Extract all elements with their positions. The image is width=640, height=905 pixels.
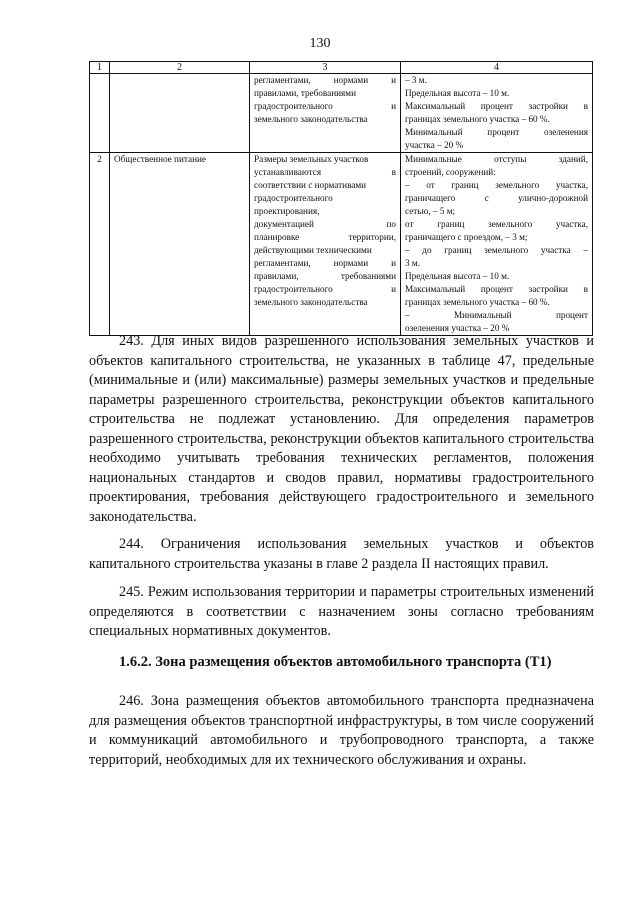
text-line: озеленения участка – 20 % [405, 323, 510, 333]
header-cell: 2 [110, 62, 250, 74]
section-heading: 1.6.2. Зона размещения объектов автомобильного транспорта (Т1) [119, 654, 552, 670]
text-line: строений, сооружений: [405, 167, 496, 177]
header-cell: 1 [90, 62, 110, 74]
text-line: Максимальный процент застройки в [405, 284, 588, 294]
page-number: 130 [309, 36, 331, 51]
text-line: Предельная высота – 10 м. [405, 271, 510, 281]
text-line: Минимальный процент озеленения [405, 127, 588, 137]
text-line: устанавливаются в [254, 167, 396, 177]
text-line: границах земельного участка – 60 %. [405, 114, 550, 124]
text-line: граничащего с улично-дорожной [405, 193, 588, 203]
text-line: – до границ земельного участка – [405, 245, 588, 255]
table-header-row [90, 62, 593, 74]
text-line: регламентами, нормами и [254, 75, 396, 85]
cell-num: 2 [90, 153, 110, 336]
table-row [90, 153, 593, 336]
regulations-table [89, 61, 593, 336]
text-line: планировке территории, [254, 232, 396, 242]
text-line: земельного законодательства [254, 114, 368, 124]
header-cell: 3 [250, 62, 401, 74]
text-line: Минимальные отступы зданий, [405, 154, 588, 164]
text-line: границах земельного участка – 60 %. [405, 297, 550, 307]
text-line: регламентами, нормами и [254, 258, 396, 268]
cell-parameters [401, 74, 593, 153]
text-line: градостроительного и [254, 284, 396, 294]
text-line: сетью, – 5 м; [405, 206, 456, 216]
text-line: Предельная высота – 10 м. [405, 88, 510, 98]
cell-name: Общественное питание [110, 153, 250, 336]
text-line: правилами, требованиями [254, 271, 396, 281]
text-line: земельного законодательства [254, 297, 368, 307]
text-line: градостроительного [254, 193, 333, 203]
text-line: – 3 м. [405, 75, 427, 85]
text-line: участка – 20 % [405, 140, 464, 150]
text-line: Размеры земельных участков [254, 154, 369, 164]
text-line: граничащего с проездом, – 3 м; [405, 232, 528, 242]
text-line: Максимальный процент застройки в [405, 101, 588, 111]
cell-size-requirements [250, 153, 401, 336]
cell-num [90, 74, 110, 153]
text-line: – Минимальный процент [405, 310, 588, 320]
cell-size-requirements [250, 74, 401, 153]
header-cell: 4 [401, 62, 593, 74]
text-line: документацией по [254, 219, 396, 229]
paragraph-244: 244. Ограничения использования земельных участков и объектов капитального строительства указаны в главе 2 раздела II настоящих правил. [89, 536, 594, 572]
text-line: 3 м. [405, 258, 421, 268]
text-line: соответствии с нормативами [254, 180, 367, 190]
text-line: градостроительного и [254, 101, 396, 111]
cell-name [110, 74, 250, 153]
table-row-continued [90, 74, 593, 153]
text-line: проектирования, [254, 206, 320, 216]
paragraph-246: 246. Зона размещения объектов автомобильного транспорта предназначена для размещения объектов транспортной инфраструктуры, в том числе сооружений и коммуникаций автомобильного и трубопроводного транспорта, а также территорий, необходимых для их технического обслуживания и охраны. [89, 693, 594, 768]
text-line: – от границ земельного участка, [405, 180, 588, 190]
text-line: действующими техническими [254, 245, 372, 255]
text-line: правилами, требованиями [254, 88, 356, 98]
cell-parameters [401, 153, 593, 336]
paragraph-245: 245. Режим использования территории и параметры строительных изменений определяются в соответствии с назначением зоны согласно требованиям специальных нормативных документов. [89, 584, 594, 639]
paragraph-243: 243. Для иных видов разрешенного использования земельных участков и объектов капитального строительства, не указанных в таблице 47, предельные (минимальные и (или) максимальные) размеры земельных участков и предельные параметры разрешенного строительства, реконструкции объектов капитального строительства не подлежат установлению. Для определения параметров разрешенного строительства, реконструкции объектов капитального строительства необходимо учитывать требования технических регламентов, положения национальных стандартов и сводов правил, нормативы градостроительного проектирования, требования действующего градостроительного и земельного законодательства. [89, 333, 594, 525]
text-line: от границ земельного участка, [405, 219, 588, 229]
